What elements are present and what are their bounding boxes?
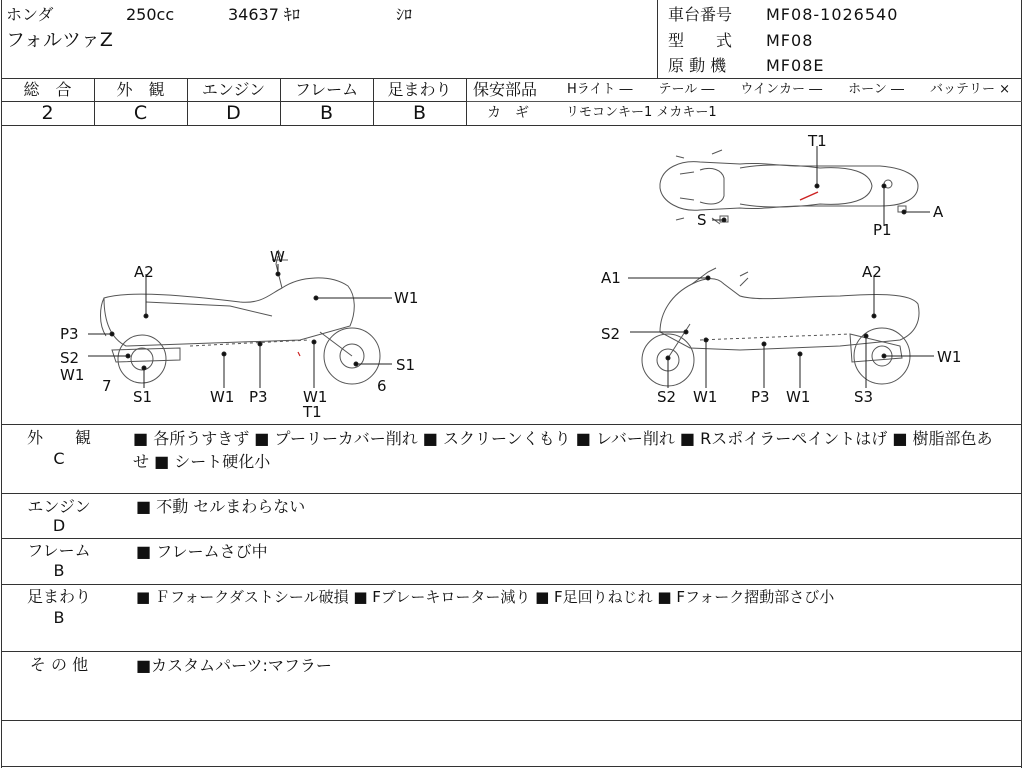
displacement: 250cc [126,5,175,24]
label-right-a2: A2 [862,263,882,281]
safety-title: 保安部品 [473,80,538,99]
grade-header-exterior: 外 観 [116,80,165,99]
section-engine-text: ■ 不動 セルまわらない [136,497,306,516]
section-suspension-title: 足まわり [26,587,91,606]
keys-value: リモコンキー1 メカキー1 [566,105,717,120]
label-top-p1: P1 [873,221,892,239]
mileage: 34637 ｷﾛ [228,5,300,24]
label-left-p3-mid: P3 [249,388,268,406]
label-left-t1: T1 [303,403,322,421]
grade-header-suspension: 足まわり [387,80,452,99]
section-frame-grade: B [53,561,65,580]
label-left-s2: S2 [60,349,80,367]
header-divider [657,0,658,78]
section-other-text: ■カスタムパーツ:マフラー [136,656,332,675]
safety-items: Hライト ― テール ― ウインカー ― ホーン ― バッテリー × [567,82,1011,97]
scratch-mark [800,192,818,200]
grade-total: 2 [41,102,54,124]
label-right-w1-b: W1 [786,388,811,406]
section-frame-title: フレーム [27,541,91,560]
label-top-a: A [933,203,944,221]
label-right-w1-side: W1 [937,348,962,366]
section-suspension-grade: B [53,608,65,627]
section-exterior-text: ■ 各所うすきず ■ プーリーカバー削れ ■ スクリーンくもり ■ レバー削れ ■ Rスポイラーペイントはげ ■ 樹脂部色あせ ■ シート硬化小 [133,429,993,471]
section-engine-grade: D [52,516,66,535]
label-top-s: S [697,211,707,229]
grade-header-engine: エンジン [201,80,266,99]
grade-exterior: C [133,102,148,124]
frame-no-label: 車台番号 [668,5,733,24]
grade-header-total: 総 合 [23,80,72,99]
label-left-6: 6 [377,377,387,395]
label-left-s1-rear: S1 [133,388,153,406]
label-left-w1-mid: W1 [210,388,235,406]
section-exterior-grade: C [53,449,65,468]
maker: ホンダ [6,5,54,24]
section-suspension-text: ■ Ｆフォークダストシール破損 ■ Fブレーキローター減り ■ F足回りねじれ ■ Fフォーク摺動部さび小 [136,588,835,606]
right-view-scooter [642,268,919,386]
label-left-w1-rear: W1 [60,366,85,384]
section-frame-text: ■ フレームさび中 [136,542,268,561]
type-label: 型 式 [668,31,733,50]
label-left-7: 7 [102,377,112,395]
label-right-s3: S3 [854,388,874,406]
label-right-p3: P3 [751,388,770,406]
label-right-s2: S2 [657,388,677,406]
label-left-w: W [270,248,285,266]
label-left-w1-top: W1 [394,289,419,307]
grade-engine: D [226,102,241,124]
grade-header-frame: フレーム [294,80,359,99]
grade-top-line [1,78,1022,79]
section-engine-title: エンジン [27,497,91,516]
label-right-w1-a: W1 [693,388,718,406]
label-right-a1: A1 [601,269,621,287]
safety-mid-line [466,101,1022,102]
keys-label: カ ギ [487,105,529,121]
label-right-s2-top: S2 [601,325,621,343]
engine-value: MF08E [766,56,825,75]
model-name: フォルツァZ [6,29,113,51]
frame-bottom [1,766,1022,767]
grade-frame: B [319,102,334,124]
grade-suspension: B [412,102,427,124]
color: ｼﾛ [396,5,413,24]
label-left-w1-front: W1 [303,388,328,406]
engine-label: 原 動 機 [668,56,727,75]
type-value: MF08 [766,31,814,50]
label-left-a2: A2 [134,263,154,281]
section-exterior-title: 外 観 [26,428,91,447]
label-left-p3: P3 [60,325,79,343]
section-other-title: そ の 他 [29,655,89,674]
frame-no-value: MF08-1026540 [766,5,899,24]
label-left-s1-front: S1 [396,356,416,374]
label-top-t1: T1 [808,132,827,150]
